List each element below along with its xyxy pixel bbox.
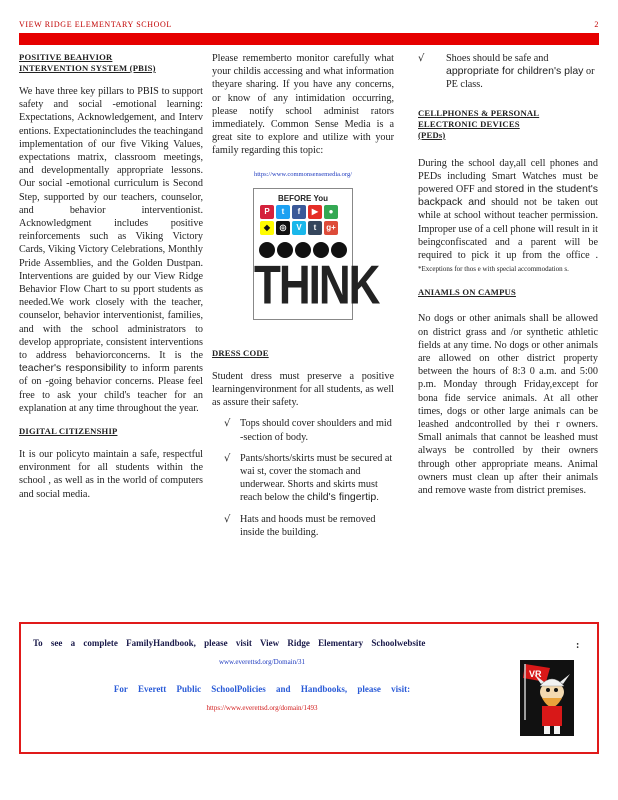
digital-citizenship-paragraph: It is our policyto maintain a safe, respectful environment for all students within the school , as well as in the world of computers and social media.	[19, 449, 203, 500]
dress-code-paragraph: Student dress must preserve a positive learningenvironment for all students, as well as assure their safety.	[212, 370, 394, 409]
check-icon: √	[418, 53, 425, 64]
policies-link[interactable]: https://www.everettsd.org/domain/1493	[206, 704, 318, 712]
animals-paragraph: No dogs or other animals shall be allowed on district grass and /or synthetic athletic fields at any time. No dogs or other animals are allowed on other district property between the hours of 8:3 0 a.m. and 5:00 p.m. Monday through Friday,except for bona fide service animals. At all other times, dogs or other large animals can be leashed andcontrolled by thei r owners. Small animals that cannot be leashed must always be controlled by their owners through other appropriate means. Animal owners must clean up after their animals and remove waste from district premises.	[418, 313, 598, 497]
monitor-paragraph: Please rememberto monitor carefully what your childis accessing and what information theyare sharing. If you have any concerns, or know of any intimidation occurring, please notify school administ rators immediately. Common Sense Media is a great site to explore and utilize with your family regarding this topic:	[212, 53, 394, 157]
viking-mascot-image	[520, 660, 574, 736]
cellphones-heading: CELLPHONES & PERSONAL ELECTRONIC DEVICES (PEDs)	[418, 107, 540, 140]
youtube-icon: ▶	[308, 205, 322, 219]
dress-code-item: √ Shoes should be safe and appropriate for children's play or PE class.	[418, 53, 595, 91]
column-1	[19, 52, 203, 501]
mascot-flag-text: VR	[529, 669, 542, 679]
dress-code-heading: DRESS CODE	[212, 347, 269, 358]
column-2	[212, 52, 394, 547]
animals-heading: ANIAMLS ON CAMPUS	[418, 287, 516, 298]
twitter-icon: t	[276, 205, 290, 219]
pbis-paragraph: We have three key pillars to PBIS to support safety and social -emotional learning: Expectations, Acknowledgement, and Interv entions. Expectationincludes the teachingand implementation of our five Viking Values, expectations matrix, classroom meetings, and developmentally appropriate lessons. Our social -emotional curriculum is Second Step, supported by our teachers, counselor, and behavior interventionist. Acknowledgment includes positive reinforcements such as Viking Victory Cards, Viking Victory Celebrations, Monthly Pride Assemblies, and the Golden Dustpan. Interventions are guided by our View Ridge Behavior Flow Chart to su pport students as needed.We work closely with the teacher, counselor, behavior interventionist, families, and with the school administrators to develop appropriate, consistent interventions to address behaviorconcerns. It is the teacher's responsibility to inform parents of on -going behavior concerns. Please feel free to ask your child's teacher for an explanation at any time throughout the year.	[19, 86, 204, 414]
digital-citizenship-heading: DIGITAL CITIZENSHIP	[19, 426, 118, 437]
instagram-icon: ◎	[276, 221, 290, 235]
handbook-link[interactable]: www.everettsd.org/Domain/31	[218, 658, 306, 666]
think-poster-image	[253, 188, 379, 320]
check-icon: √	[224, 513, 231, 525]
poster-before-you: BEFORE You	[278, 193, 328, 203]
social-icons	[260, 205, 346, 235]
page-number: 2	[594, 20, 599, 29]
common-sense-link[interactable]: https://www.commonsensemedia.org/	[253, 170, 353, 178]
tumblr-icon: t	[308, 221, 322, 235]
footer-box	[19, 622, 599, 754]
check-icon: √	[224, 452, 231, 464]
check-icon: √	[224, 418, 231, 430]
dress-code-item: √ Tops should cover shoulders and mid -section of body.	[224, 418, 392, 443]
handbook-colon: :	[576, 640, 580, 651]
pinterest-icon: P	[260, 205, 274, 219]
pbis-heading: POSITIVE BEAHVIOR INTERVENTION SYSTEM (PBIS)	[19, 52, 156, 73]
handbook-line: To see a complete FamilyHandbook, please visit View Ridge Elementary Schoolwebsite	[33, 638, 426, 648]
cellphones-paragraph: During the school day,all cell phones and PEDs including Smart Watches must be powered OFF and stored in the student's backpack and should not be taken out while at school without teacher permission. Improper use of a cell phone will result in it beingconfiscated and a parent will be required to pick it up from the office . *Exceptions for thos e with special accommodation s.	[418, 157, 599, 274]
facebook-icon: f	[292, 205, 306, 219]
dress-code-item: √ Pants/shorts/skirts must be secured at wai st, cover the stomach and underwear. Shorts and skirts must reach below the child's fingertip.	[224, 452, 393, 504]
google-plus-icon: g+	[324, 221, 338, 235]
column-3	[418, 52, 598, 497]
vine-icon: V	[292, 221, 306, 235]
hangouts-icon: ●	[324, 205, 338, 219]
policies-line: For Everett Public SchoolPolicies and Handbooks, please visit:	[113, 684, 411, 694]
dress-code-list	[212, 417, 394, 539]
dress-code-item: √ Hats and hoods must be removed inside the building.	[224, 513, 376, 538]
school-title: VIEW RIDGE ELEMENTARY SCHOOL	[19, 20, 172, 29]
header-red-bar	[19, 33, 599, 45]
page-header	[19, 17, 599, 31]
shoes-list	[418, 52, 598, 92]
poster-think-word: THINK	[254, 254, 379, 316]
snapchat-icon: ◆	[260, 221, 274, 235]
